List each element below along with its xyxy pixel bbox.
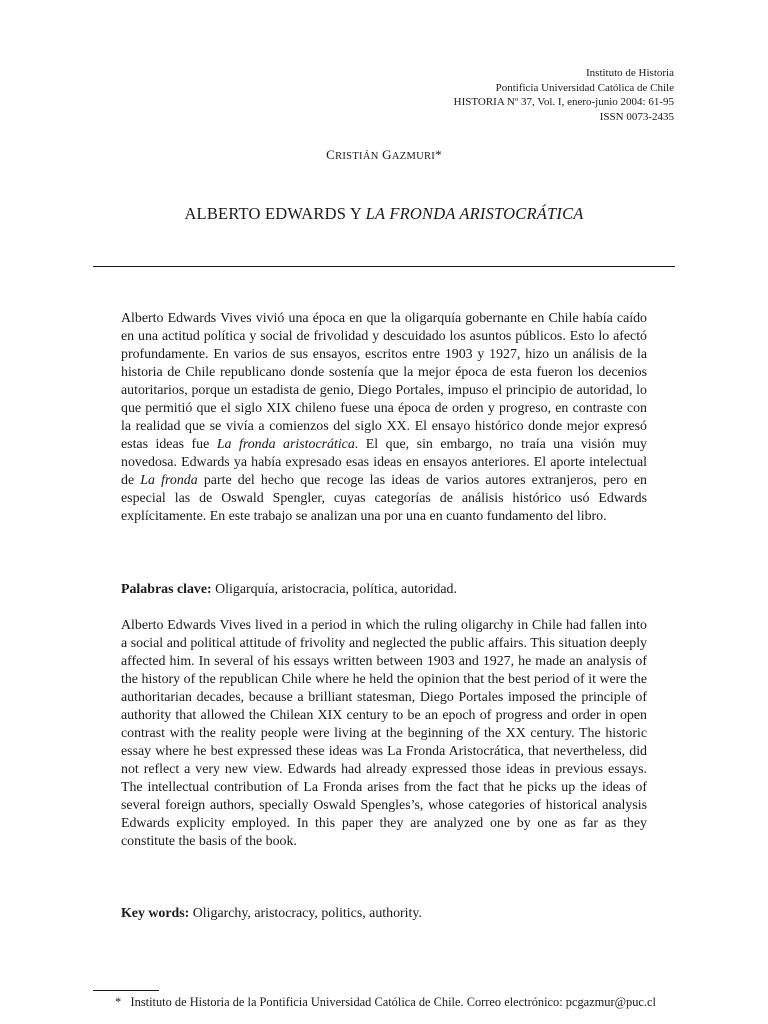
abstract-es-part1: Alberto Edwards Vives vivió una época en que la oligarquía gobernante en Chile había caído en una actitud política y social de frivolidad y descuidado los asuntos públicos. Esto lo afectó profundamente. En varios de sus ensayos, escritos entre 1903 y 1927, hizo un análisis de la historia de Chile republicano donde sostenía que la mejor época de esta fueron los decenios autoritarios, porque un estadista de genio, Diego Portales, impuso el principio de autoridad, lo que permitió que el siglo XIX chileno fuese una época de orden y progreso, en contraste con la realidad que se vivía a comienzos del siglo XX. El ensayo histórico donde mejor expresó estas ideas fue	[121, 311, 647, 452]
header-issn: ISSN 0073-2435	[599, 110, 674, 123]
author-last-initial: G	[382, 147, 392, 162]
keywords-english	[121, 905, 647, 923]
abstract-es-part3: parte del hecho que recoge las ideas de varios autores extranjeros, pero en especial las de Oswald Spengler, cuyas categorías de análisis histórico usó Edwards explícitamente. En este trabajo se analizan una por una en cuanto fundamento del libro.	[121, 473, 647, 524]
abstract-es-italic2: La fronda	[140, 473, 198, 488]
abstract-spanish	[121, 310, 647, 526]
abstract-es-italic1: La fronda aristocrática	[216, 437, 355, 452]
keywords-spanish	[121, 581, 647, 599]
footnote-text: Instituto de Historia de la Pontificia Universidad Católica de Chile. Correo electrónico: pcgazmur@puc.cl	[130, 995, 656, 1009]
title-italic: LA FRONDA ARISTOCRÁTICA	[365, 204, 584, 223]
author-name	[0, 147, 768, 163]
keywords-es-label: Palabras clave:	[121, 582, 212, 597]
journal-header	[454, 66, 674, 124]
header-institute: Instituto de Historia	[586, 67, 674, 79]
author-first-initial: C	[326, 147, 336, 162]
footnote-divider	[93, 990, 159, 991]
paper-title	[0, 204, 768, 224]
author-footnote-mark: *	[435, 147, 442, 162]
footnote	[93, 994, 675, 1011]
abstract-english: Alberto Edwards Vives lived in a period in which the ruling oligarchy in Chile had fallen into a social and political attitude of frivolity and neglected the public affairs. This situation deeply affected him. In several of his essays written between 1903 and 1927, he made an analysis of the history of the republican Chile where he held the opinion that the best period of it were the authoritarian decades, because a brilliant statesman, Diego Portales imposed the principle of authority that allowed the Chilean XIX century to be an epoch of progress and order in open contrast with the reality people were living at the beginning of the XX century. The historic essay where he best expressed these ideas was La Fronda Aristocrática, that nevertheless, did not reflect a very new view. Edwards had already expressed those ideas in previous essays. The intellectual contribution of La Fronda arises from the fact that he picks up the ideas of several foreign authors, specially Oswald Spengles’s, whose categories of historical analysis Edwards explicity employed. In this paper they are analyzed one by one as far as they constitute the basis of the book.	[121, 618, 647, 849]
header-citation: HISTORIA Nº 37, Vol. I, enero-junio 2004: 61-95	[453, 96, 674, 108]
header-university: Pontificia Universidad Católica de Chile	[495, 81, 674, 94]
keywords-es-value: Oligarquía, aristocracia, política, autoridad.	[211, 582, 457, 597]
title-divider	[93, 266, 675, 267]
author-first-rest: RISTIÁN	[335, 151, 379, 162]
title-plain: ALBERTO EDWARDS Y	[184, 204, 366, 223]
abstract-es-part2: . El que, sin embargo, no traía una visión muy novedosa. Edwards ya había expresado esas ideas en ensayos anteriores. El aporte intelectual de	[121, 437, 648, 488]
footnote-mark: *	[115, 995, 122, 1009]
keywords-en-value: Oligarchy, aristocracy, politics, authority.	[189, 906, 422, 921]
author-last-rest: AZMURI	[391, 151, 436, 162]
keywords-en-label: Key words:	[121, 906, 190, 921]
